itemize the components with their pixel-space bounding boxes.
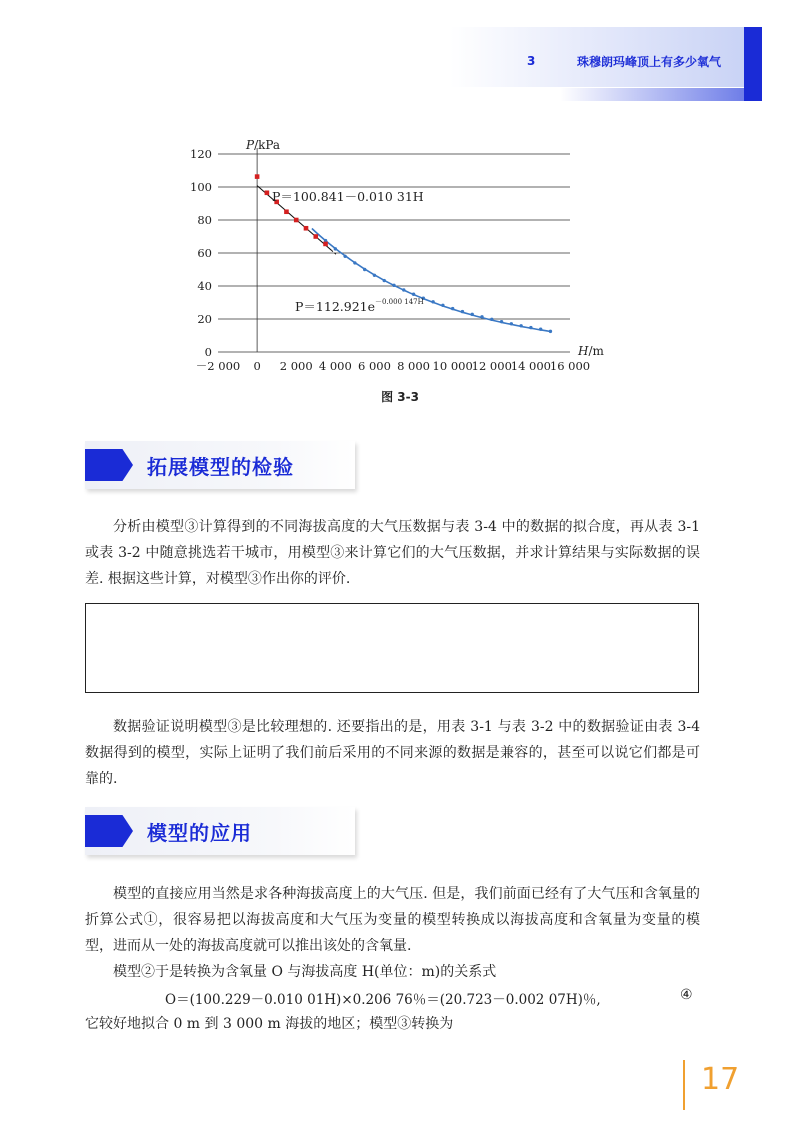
x-tick-label: 12 000	[471, 359, 512, 373]
y-tick-label: 60	[197, 246, 212, 260]
x-tick-label: 10 000	[432, 359, 473, 373]
linear-data-point	[294, 218, 299, 223]
exponential-data-point	[363, 268, 366, 271]
section-title: 拓展模型的检验	[147, 455, 294, 479]
equation-number: ④	[680, 987, 693, 1003]
exponential-data-point	[343, 255, 346, 258]
linear-data-point	[323, 242, 328, 247]
exponential-data-point	[549, 330, 552, 333]
exponential-data-point	[373, 274, 376, 277]
x-tick-label: 6 000	[357, 359, 391, 373]
exponential-data-point	[490, 318, 493, 321]
section1-followup-paragraph: 数据验证说明模型③是比较理想的. 还要指出的是，用表 3-1 与表 3-2 中的数据验证由表 3-4 数据得到的模型，实际上证明了我们前后采用的不同来源的数据是兼容的，甚至可以说它们都是可靠的.	[85, 719, 700, 787]
exponential-data-point	[402, 288, 405, 291]
exponential-fit-label: $P=112.921e^{-0.000 147H}$	[295, 298, 424, 314]
y-axis-label: P/kPa	[246, 138, 281, 152]
linear-data-point	[304, 226, 309, 231]
figure-caption: 图 3-3	[381, 390, 419, 404]
y-tick-label: 120	[190, 147, 212, 161]
exponential-data-point	[412, 293, 415, 296]
section2-paragraph2: 模型②于是转换为含氧量 O 与海拔高度 H(单位：m)的关系式	[113, 964, 497, 980]
page-number: 17	[701, 1062, 740, 1097]
exponential-data-point	[471, 313, 474, 316]
y-axis-ticks	[190, 147, 212, 359]
x-tick-label: 16 000	[549, 359, 591, 373]
exponential-data-point	[500, 320, 503, 323]
y-tick-label: 80	[197, 213, 212, 227]
exponential-data-point	[431, 300, 434, 303]
section-heading-model-application	[85, 807, 365, 859]
exponential-data-point	[480, 315, 483, 318]
linear-data-point	[313, 234, 318, 239]
header-blue-bar	[744, 27, 762, 101]
x-tick-label: 8 000	[397, 359, 431, 373]
x-axis-label: H/m	[578, 344, 604, 358]
section2-paragraph1: 模型的直接应用当然是求各种海拔高度上的大气压. 但是，我们前面已经有了大气压和含氧量的折算公式①，很容易把以海拔高度和大气压为变量的模型转换成以海拔高度和含氧量为变量的模型，进而从一处的海拔高度就可以推出该处的含氧量.	[85, 886, 700, 954]
exponential-data-point	[510, 322, 513, 325]
chapter-title: 珠穆朗玛峰顶上有多少氧气	[577, 55, 722, 69]
page-number-divider	[683, 1060, 685, 1110]
section1-paragraph: 分析由模型③计算得到的不同海拔高度的大气压数据与表 3-4 中的数据的拟合度，再从表 3-1 或表 3-2 中随意挑选若干城市，用模型③来计算它们的大气压数据，并求计算结果与实际数据的误差. 根据这些计算，对模型③作出你的评价.	[85, 519, 700, 587]
x-tick-label: 2 000	[279, 359, 313, 373]
header-accent-line	[560, 88, 744, 101]
chart-gridlines	[218, 148, 570, 352]
x-tick-label: 4 000	[318, 359, 352, 373]
x-tick-label: 0	[253, 359, 261, 373]
equation-4: O＝(100.229－0.010 01H)×0.206 76％＝(20.723－0.002 07H)％,	[165, 992, 601, 1008]
y-tick-label: 100	[190, 180, 212, 194]
answer-box[interactable]	[85, 603, 699, 693]
pressure-altitude-chart	[150, 130, 610, 380]
section2-paragraph3: 它较好地拟合 0 m 到 3 000 m 海拔的地区；模型③转换为	[85, 1016, 454, 1032]
chapter-number: 3	[527, 54, 536, 68]
linear-data-point	[265, 190, 270, 195]
exponential-data-point	[451, 307, 454, 310]
x-tick-label: 14 000	[510, 359, 552, 373]
exponential-data-point	[529, 326, 532, 329]
exponential-data-point	[392, 284, 395, 287]
exponential-data-point	[461, 310, 464, 313]
exponential-data-point	[383, 279, 386, 282]
exponential-data-point	[334, 247, 337, 250]
linear-data-point	[284, 209, 289, 214]
y-tick-label: 40	[197, 279, 212, 293]
linear-fit-label: P＝100.841－0.010 31H	[272, 189, 424, 204]
exponential-data-point	[539, 328, 542, 331]
y-tick-label: 0	[204, 345, 212, 359]
exponential-fit-curve	[312, 229, 551, 332]
section-heading-model-check	[85, 441, 365, 493]
x-axis-ticks	[196, 359, 590, 373]
section-title: 模型的应用	[147, 821, 252, 845]
exponential-data-point	[519, 324, 522, 327]
linear-data-point	[255, 174, 260, 179]
y-tick-label: 20	[197, 312, 212, 326]
exponential-data-point	[353, 261, 356, 264]
exponential-data-point	[441, 304, 444, 307]
x-tick-label: －2 000	[195, 359, 241, 373]
